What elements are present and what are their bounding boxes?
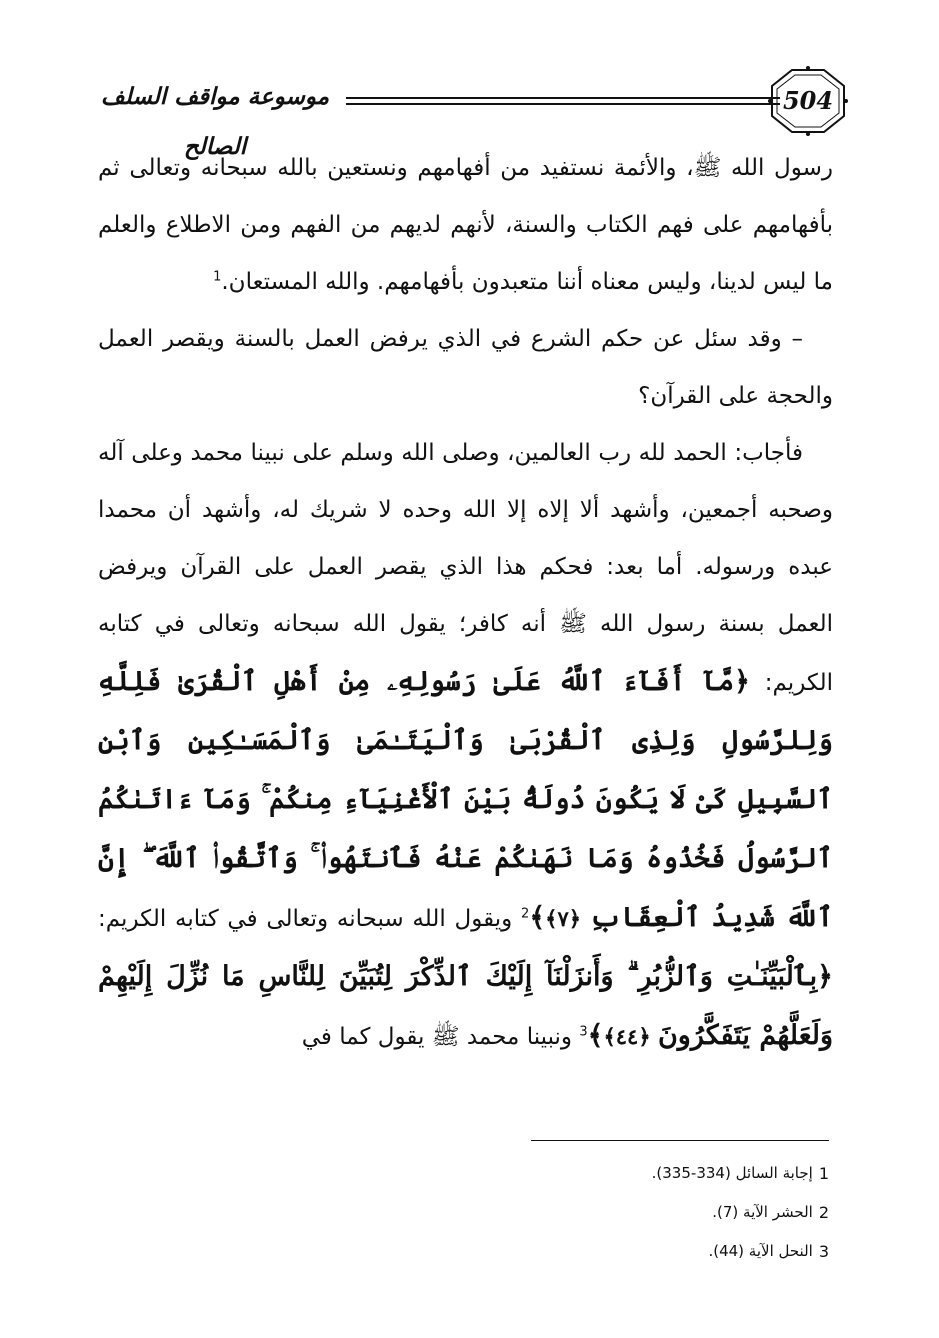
quran-verse-2-close: ﴾ bbox=[587, 1020, 604, 1051]
page-header bbox=[88, 66, 848, 160]
quran-verse-2: ﴿بِٱلْبَيِّنَـٰتِ وَٱلزُّبُرِ ۗ وَأَنزَلْنَآ إِلَيْكَ ٱلذِّكْرَ لِتُبَيِّنَ لِلنَّاسِ مَا نُزِّلَ إِلَيْهِمْ وَلَعَلَّهُمْ يَتَفَكَّرُونَ bbox=[98, 961, 833, 1051]
quran-verse-1-close: ﴾ bbox=[529, 902, 546, 933]
answer-text-c: ونبينا محمد ﷺ يقول كما في bbox=[301, 1024, 573, 1050]
footnote-ref-1: 1 bbox=[213, 269, 222, 285]
footnote-number: 1 bbox=[818, 1164, 829, 1183]
footnote-1 bbox=[431, 1154, 829, 1193]
footnote-number: 3 bbox=[818, 1242, 829, 1261]
page-number: 504 bbox=[782, 86, 834, 115]
footnote-3 bbox=[431, 1232, 829, 1271]
footnote-2 bbox=[431, 1193, 829, 1232]
answer-text-b: ويقول الله سبحانه وتعالى في كتابه الكريم: bbox=[98, 906, 513, 932]
header-rule bbox=[346, 97, 780, 105]
paragraph-question: – وقد سئل عن حكم الشرع في الذي يرفض العمل بالسنة ويقصر العمل والحجة على القرآن؟ bbox=[98, 326, 833, 409]
series-title: موسوعة مواقف السلف الصالح bbox=[100, 83, 330, 160]
footnote-text: الحشر الآية (7). bbox=[712, 1203, 813, 1221]
page-number-badge bbox=[768, 66, 848, 136]
footnote-text: النحل الآية (44). bbox=[708, 1242, 813, 1260]
footnote-text: إجابة السائل (334-335). bbox=[651, 1164, 813, 1182]
ayah-marker-44: ﴿٤٤﴾ bbox=[603, 1024, 651, 1049]
quran-verse-1: ﴿مَّآ أَفَآءَ ٱللَّهُ عَلَىٰ رَسُولِهِۦ مِنْ أَهْلِ ٱلْقُرَىٰ فَلِلَّهِ وَلِلرَّسُولِ وَلِذِى ٱلْقُرْبَىٰ وَٱلْيَتَـٰمَىٰ وَٱلْمَسَـٰكِينِ وَٱبْنِ ٱلسَّبِيلِ كَىْ لَا يَكُونَ دُولَةًۢ بَيْنَ ٱلْأَغْنِيَآءِ مِنكُمْ ۚ وَمَآ ءَاتَىٰكُمُ ٱلرَّسُولُ فَخُذُوهُ وَمَا نَهَىٰكُمْ عَنْهُ فَٱنتَهُوا۟ ۚ وَٱتَّقُوا۟ ٱللَّهَ ۖ إِنَّ ٱللَّهَ شَدِيدُ ٱلْعِقَابِ bbox=[98, 666, 834, 933]
footnote-ref-3: 3 bbox=[579, 1024, 588, 1040]
footnote-separator bbox=[531, 1140, 829, 1141]
paragraph-answer bbox=[98, 425, 833, 1066]
ayah-marker-7: ﴿٧﴾ bbox=[545, 906, 582, 931]
answer-text-a: فأجاب: الحمد لله رب العالمين، وصلى الله وسلم على نبينا محمد وعلى آله وصحبه أجمعين، وأشهد ألا إلاه إلا الله وحده لا شريك له، وأشهد أن محمدا عبده ورسوله. أما بعد: فحكم هذا الذي يقصر العمل على القرآن ويرفض العمل بسنة رسول الله ﷺ أنه كافر؛ يقول الله سبحانه وتعالى في كتابه الكريم: bbox=[98, 440, 833, 696]
footnote-number: 2 bbox=[818, 1203, 829, 1222]
footnotes bbox=[431, 1154, 829, 1271]
main-text bbox=[98, 140, 833, 1066]
footnote-ref-2: 2 bbox=[521, 906, 530, 922]
paragraph-1 bbox=[98, 140, 833, 311]
paragraph-1-text: رسول الله ﷺ، والأئمة نستفيد من أفهامهم ونستعين بالله سبحانه وتعالى ثم بأفهامهم على فهم الكتاب والسنة، لأنهم لديهم من الفهم ومن الاطلاع والعلم ما ليس لدينا، وليس معناه أننا متعبدون بأفهامهم. والله المستعان. bbox=[98, 155, 833, 295]
